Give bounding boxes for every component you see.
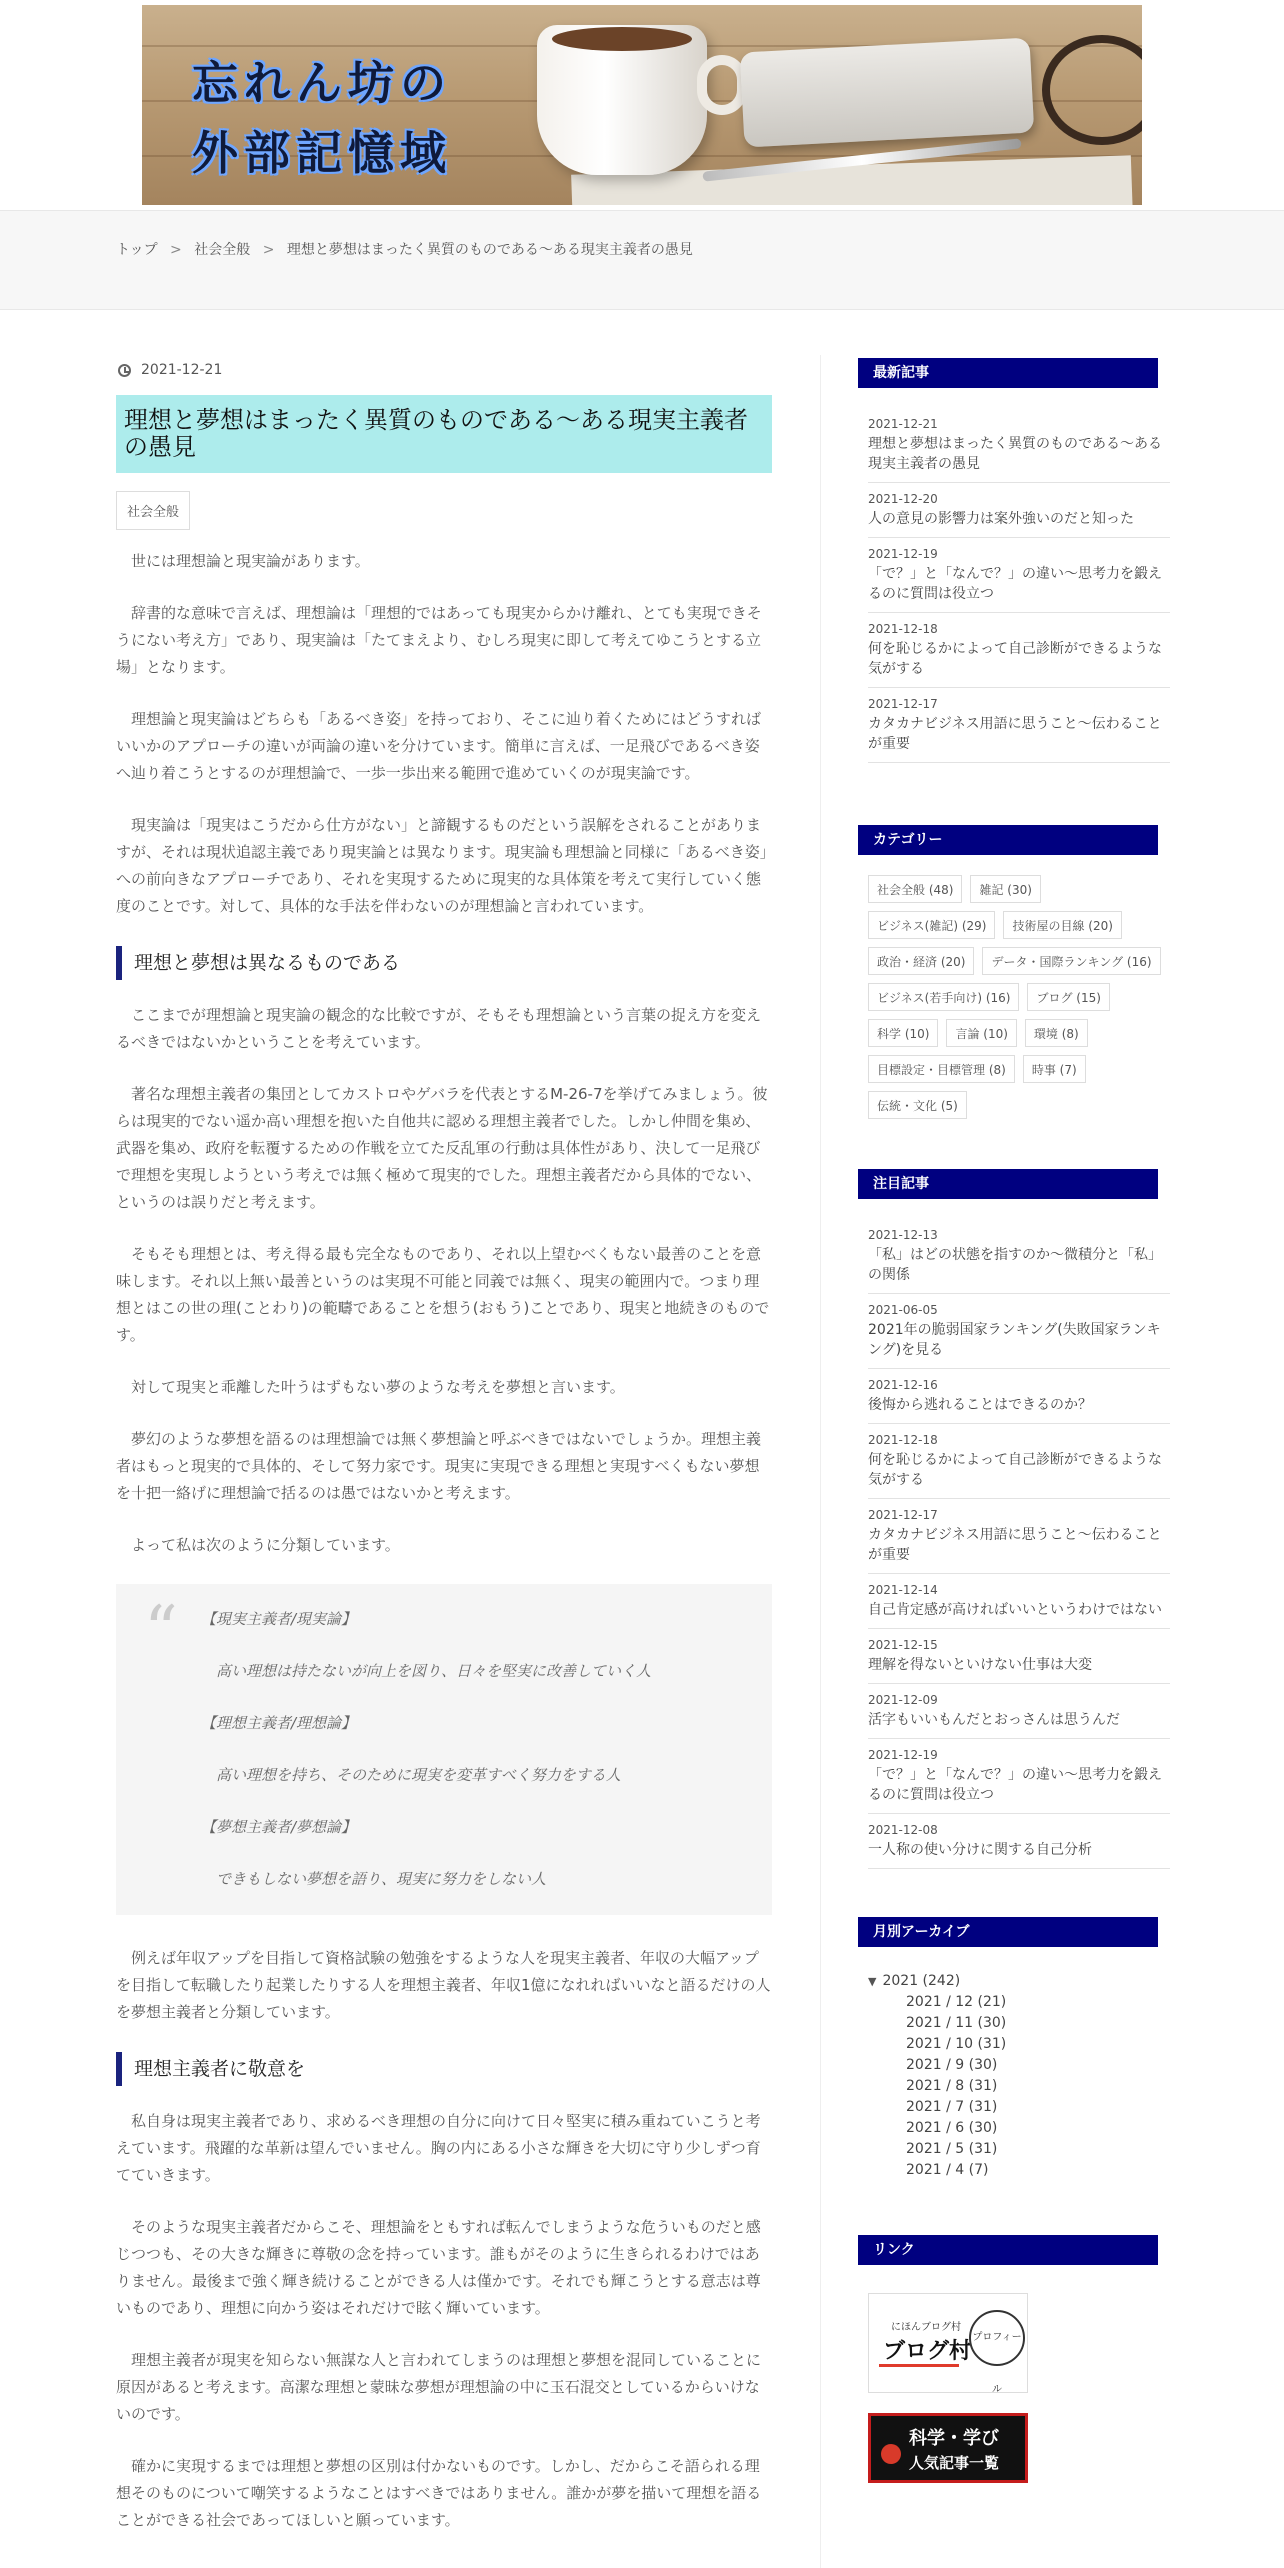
category-tag[interactable]: データ・国際ランキング (16) (982, 947, 1160, 975)
post-date: 2021-12-20 (868, 492, 938, 506)
category-tag[interactable]: 環境 (8) (1025, 1019, 1088, 1047)
triangle-down-icon: ▼ (868, 1975, 877, 1988)
paragraph: 例えば年収アップを目指して資格試験の勉強をするような人を現実主義者、年収の大幅アップを目指して転職したり起業したりする人を理想主義者、年収1億になれればいいなと語るだけの人を夢想主義者と分類しています。 (116, 1949, 771, 2021)
post-date: 2021-12-17 (868, 1508, 938, 1522)
category-tag[interactable]: 伝統・文化 (5) (868, 1091, 967, 1119)
post-date: 2021-12-09 (868, 1693, 938, 1707)
archive-title: 月別アーカイブ (858, 1917, 1158, 1947)
quote-line: 【現実主義者/現実論】 (201, 1610, 357, 1628)
category-tag[interactable]: 社会全般 (48) (868, 875, 962, 903)
blogmura-banner-link[interactable]: にほんブログ村 ブログ村 プロフィール (868, 2293, 1028, 2393)
site-header (0, 0, 1284, 210)
article-title: 理想と夢想はまったく異質のものである～ある現実主義者の愚見 (116, 395, 772, 473)
science-ranking-banner-link[interactable]: 科学・学び 人気記事一覧 (868, 2413, 1028, 2483)
archive-month-link[interactable]: 2021 / 8 (31) (906, 2078, 998, 2094)
breadcrumb-band (0, 210, 1284, 310)
featured-post-item[interactable] (868, 1684, 1170, 1739)
post-title-link[interactable]: 後悔から逃れることはできるのか？ (868, 1397, 1092, 1413)
paragraph: 現実論は「現実はこうだから仕方がない」と諦観するものだという誤解をされることがありますが、それは現状追認主義であり現実論とは異なります。現実論も理想論と同様に「あるべき姿」への前向きなアプローチであり、それを実現するために現実的な具体策を考えて実行していく態度のことです。対して、具体的な手法を伴わないのが理想論と言われています。 (116, 816, 768, 915)
post-date: 2021-12-15 (868, 1638, 938, 1652)
monthly-archive (858, 1971, 1170, 2181)
quote-line: 【理想主義者/理想論】 (201, 1714, 357, 1732)
breadcrumb-category-link[interactable]: 社会全般 (194, 242, 251, 258)
clock-icon (118, 364, 131, 377)
post-date: 2021-12-13 (868, 1228, 938, 1242)
quote-mark-icon: “ (144, 1592, 178, 1669)
archive-year-toggle[interactable] (868, 1971, 1170, 1992)
category-tag[interactable]: ブログ (15) (1027, 983, 1109, 1011)
post-date: 2021-12-17 (868, 697, 938, 711)
paragraph: 辞書的な意味で言えば、理想論は「理想的ではあっても現実からかけ離れ、とても実現できそうにない考え方」であり、現実論は「たてまえより、むしろ現実に即して考えてゆこうとする立場」となります。 (116, 604, 762, 676)
quote-line: 高い理想は持たないが向上を図り、日々を堅実に改善していく人 (216, 1662, 652, 1680)
category-tag[interactable]: 政治・経済 (20) (868, 947, 974, 975)
category-tag[interactable]: ビジネス(若手向け) (16) (868, 983, 1019, 1011)
category-tag[interactable]: 言論 (10) (946, 1019, 1016, 1047)
breadcrumb-separator: > (170, 242, 182, 258)
recent-post-item[interactable] (868, 408, 1170, 483)
post-date: 2021-12-19 (868, 547, 938, 561)
featured-post-item[interactable] (868, 1369, 1170, 1424)
paragraph: そもそも理想とは、考え得る最も完全なものであり、それ以上望むべくもない最善のことを意味します。それ以上無い最善というのは実現不可能と同義では無く、現実の範囲内で。つまり理想とはこの世の理(ことわり)の範疇であることを想う(おもう)ことであり、現実と地続きのものです。 (116, 1245, 770, 1344)
post-date: 2021-06-05 (868, 1303, 938, 1317)
glasses-image (1042, 35, 1142, 145)
category-tag[interactable]: ビジネス(雑記) (29) (868, 911, 995, 939)
blockquote (116, 1584, 772, 1915)
featured-post-item[interactable] (868, 1629, 1170, 1684)
archive-month-link[interactable]: 2021 / 11 (30) (906, 2015, 1007, 2031)
archive-month-link[interactable]: 2021 / 12 (21) (906, 1994, 1007, 2010)
post-date-row (116, 355, 772, 385)
paragraph: 理想主義者が現実を知らない無謀な人と言われてしまうのは理想と夢想を混同していることに原因があると考えます。高潔な理想と蒙昧な夢想が理想論の中に玉石混交としているからいけないのです。 (116, 2351, 762, 2423)
paragraph: 理想論と現実論はどちらも「あるべき姿」を持っており、そこに辿り着くためにはどうすればいいかのアプローチの違いが両論の違いを分けています。簡単に言えば、一足飛びであるべき姿へ辿り着こうとするのが理想論で、一歩一歩出来る範囲で進めていくのが現実論です。 (116, 710, 762, 782)
archive-month-link[interactable]: 2021 / 7 (31) (906, 2099, 998, 2115)
quote-line: 高い理想を持ち、そのために現実を変革すべく努力をする人 (216, 1766, 621, 1784)
paragraph: 確かに実現するまでは理想と夢想の区別は付かないものです。しかし、だからこそ語られる理想そのものについて嘲笑するようなことはすべきではありません。誰かが夢を描いて理想を語ることができる社会であってほしいと願っています。 (116, 2457, 762, 2529)
archive-month-link[interactable]: 2021 / 5 (31) (906, 2141, 998, 2157)
paragraph: 世には理想論と現実論があります。 (131, 552, 370, 570)
paragraph: そのような現実主義者だからこそ、理想論をともすれば転んでしまうような危ういものだと感じつつも、その大きな輝きに尊敬の念を持っています。誰もがそのように生きられるわけではありません。最後まで強く輝き続けることができる人は僅かです。それでも輝こうとする意志は尊いものであり、理想に向かう姿はそれだけで眩く輝いています。 (116, 2218, 761, 2317)
recent-post-item[interactable] (868, 688, 1170, 763)
post-date: 2021-12-18 (868, 1433, 938, 1447)
archive-month-link[interactable]: 2021 / 4 (7) (906, 2162, 989, 2178)
post-title-link[interactable]: 人の意見の影響力は案外強いのだと知った (868, 511, 1134, 527)
header-banner[interactable] (142, 5, 1142, 205)
paragraph: 夢幻のような夢想を語るのは理想論では無く夢想論と呼ぶべきではないでしょうか。理想主義者はもっと現実的で具体的、そして努力家です。現実に実現できる理想と実現すべくもない夢想を十把一絡げに理想論で括るのは愚ではないかと考えます。 (116, 1430, 762, 1502)
featured-posts-list (858, 1219, 1170, 1869)
breadcrumb-current: 理想と夢想はまったく異質のものである～ある現実主義者の愚見 (286, 242, 693, 258)
quote-line: 【夢想主義者/夢想論】 (201, 1818, 357, 1836)
post-title-link[interactable]: 何を恥じるかによって自己診断ができるような気がする (868, 1452, 1162, 1488)
recent-post-item[interactable] (868, 613, 1170, 688)
column-divider (820, 355, 821, 2568)
site-logo-line2: 外部記憶域 (192, 126, 452, 180)
category-tag[interactable]: 科学 (10) (868, 1019, 938, 1047)
post-date: 2021-12-08 (868, 1823, 938, 1837)
archive-month-link[interactable]: 2021 / 6 (30) (906, 2120, 998, 2136)
post-date: 2021-12-21 (141, 362, 223, 378)
post-title-link[interactable]: 「私」はどの状態を指すのか～微積分と「私」の関係 (868, 1247, 1162, 1283)
post-date: 2021-12-14 (868, 1583, 938, 1597)
category-tag[interactable]: 目標設定・目標管理 (8) (868, 1055, 1015, 1083)
sidebar (858, 358, 1170, 2503)
post-date: 2021-12-18 (868, 622, 938, 636)
post-date: 2021-12-16 (868, 1378, 938, 1392)
article-category-tag[interactable]: 社会全般 (116, 491, 190, 530)
post-date: 2021-12-19 (868, 1748, 938, 1762)
featured-post-item[interactable] (868, 1574, 1170, 1629)
paragraph: 私自身は現実主義者であり、求めるべき理想の自分に向けて日々堅実に積み重ねていこうと考えています。飛躍的な革新は望んでいません。胸の内にある小さな輝きを大切に守り少しずつ育てていきます。 (116, 2112, 761, 2184)
archive-year-label: 2021 (242) (882, 1973, 961, 1989)
featured-post-item[interactable] (868, 1499, 1170, 1574)
quote-line: できもしない夢想を語り、現実に努力をしない人 (216, 1870, 547, 1888)
recent-post-item[interactable] (868, 483, 1170, 538)
site-logo-line1: 忘れん坊の (192, 56, 452, 110)
breadcrumb-separator: > (262, 242, 275, 258)
post-date: 2021-12-21 (868, 417, 938, 431)
section-heading: 理想と夢想は異なるものである (116, 946, 772, 980)
category-list (858, 875, 1170, 1127)
post-title-link[interactable]: カタカナビジネス用語に思うこと～伝わることが重要 (868, 716, 1162, 752)
post-title-link[interactable]: 自己肯定感が高ければいいというわけではない (868, 1602, 1162, 1618)
ranking-icon (881, 2444, 901, 2464)
category-tag[interactable]: 技術屋の目線 (20) (1003, 911, 1121, 939)
links-list (858, 2293, 1170, 2483)
featured-post-item[interactable] (868, 1219, 1170, 1294)
breadcrumb-home-link[interactable]: トップ (116, 242, 158, 258)
post-title-link[interactable]: 2021年の脆弱国家ランキング(失敗国家ランキング)を見る (868, 1322, 1161, 1358)
post-title-link[interactable]: 一人称の使い分けに関する自己分析 (868, 1842, 1092, 1858)
paragraph: 対して現実と乖離した叶うはずもない夢のような考えを夢想と言います。 (131, 1378, 625, 1396)
article-body (116, 548, 772, 2534)
post-title-link[interactable]: 理想と夢想はまったく異質のものである～ある現実主義者の愚見 (868, 436, 1162, 472)
category-tag[interactable]: 時事 (7) (1023, 1055, 1086, 1083)
featured-post-item[interactable] (868, 1739, 1170, 1814)
breadcrumb (116, 239, 701, 259)
paragraph: ここまでが理想論と現実論の観念的な比較ですが、そもそも理想論という言葉の捉え方を変えるべきではないかということを考えています。 (116, 1006, 762, 1051)
category-tag[interactable]: 雑記 (30) (970, 875, 1040, 903)
featured-posts-title: 注目記事 (858, 1169, 1158, 1199)
post-title-link[interactable]: 理解を得ないといけない仕事は大変 (868, 1657, 1092, 1673)
recent-post-item[interactable] (868, 538, 1170, 613)
links-title: リンク (858, 2235, 1158, 2265)
section-heading: 理想主義者に敬意を (116, 2052, 772, 2086)
post-title-link[interactable]: カタカナビジネス用語に思うこと～伝わることが重要 (868, 1527, 1162, 1563)
archive-month-link[interactable]: 2021 / 10 (31) (906, 2036, 1007, 2052)
post-title-link[interactable]: 「で？」と「なんで？」の違い～思考力を鍛えるのに質問は役立つ (868, 1767, 1162, 1803)
post-title-link[interactable]: 「で？」と「なんで？」の違い～思考力を鍛えるのに質問は役立つ (868, 566, 1162, 602)
article (116, 355, 772, 2559)
category-title: カテゴリー (858, 825, 1158, 855)
recent-posts-title: 最新記事 (858, 358, 1158, 388)
post-title-link[interactable]: 活字もいいもんだとおっさんは思うんだ (868, 1712, 1120, 1728)
paragraph: 著名な理想主義者の集団としてカストロやゲバラを代表とするM-26-7を挙げてみましょう。彼らは現実的でない遥か高い理想を抱いた自他共に認める理想主義者でした。しかし仲間を集め、武器を集め、政府を転覆するための作戦を立てた反乱軍の行動は具体性があり、決して一足飛びで理想を実現しようという考えでは無く極めて現実的でした。理想主義者だから具体的でない、というのは誤りだと考えます。 (116, 1085, 768, 1211)
post-title-link[interactable]: 何を恥じるかによって自己診断ができるような気がする (868, 641, 1162, 677)
smartphone-image (740, 37, 1035, 147)
paragraph: よって私は次のように分類しています。 (131, 1536, 400, 1554)
archive-month-link[interactable]: 2021 / 9 (30) (906, 2057, 998, 2073)
featured-post-item[interactable] (868, 1814, 1170, 1869)
featured-post-item[interactable] (868, 1424, 1170, 1499)
featured-post-item[interactable] (868, 1294, 1170, 1369)
recent-posts-list (858, 408, 1170, 763)
